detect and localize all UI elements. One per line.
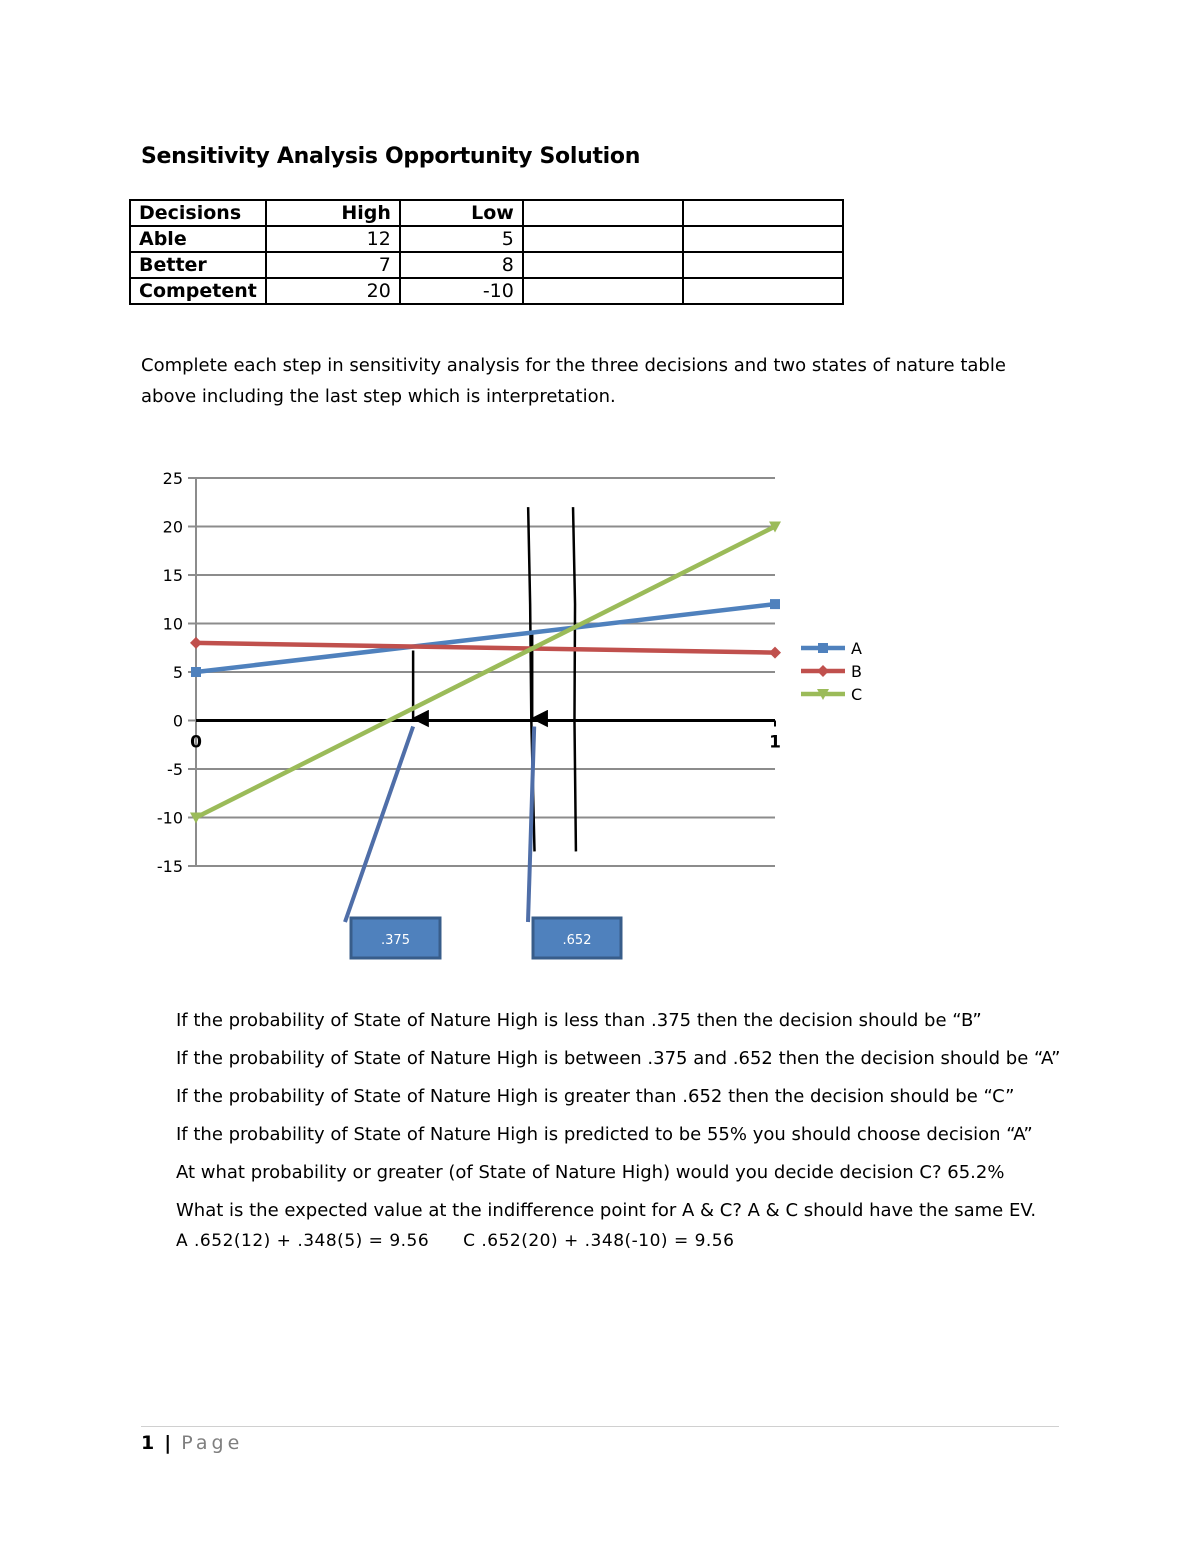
table-cell: 5 bbox=[400, 226, 523, 252]
table-cell: 7 bbox=[266, 252, 400, 278]
callout-connector bbox=[345, 727, 413, 923]
header-cell: Low bbox=[400, 200, 523, 226]
table-cell: 12 bbox=[266, 226, 400, 252]
y-tick-label: -15 bbox=[156, 857, 183, 876]
table-cell: Able bbox=[130, 226, 266, 252]
calc-c: C .652(20) + .348(-10) = 9.56 bbox=[463, 1231, 735, 1251]
series-line bbox=[196, 604, 775, 672]
series-marker bbox=[770, 599, 780, 609]
ev-calculation bbox=[176, 1228, 1076, 1266]
footer-separator: | bbox=[164, 1432, 172, 1454]
page-label: Page bbox=[181, 1432, 244, 1454]
callout-label: .375 bbox=[381, 933, 410, 948]
calc-a: A .652(12) + .348(5) = 9.56 bbox=[176, 1231, 430, 1251]
header-cell: High bbox=[266, 200, 400, 226]
interpretation-line: If the probability of State of Nature High is predicted to be 55% you should choose decision “A” bbox=[176, 1124, 1033, 1145]
legend-label: B bbox=[851, 662, 862, 681]
footer-divider bbox=[141, 1426, 1059, 1427]
y-tick-label: 20 bbox=[162, 517, 183, 537]
y-tick-label: 15 bbox=[162, 566, 183, 585]
y-tick-label: 5 bbox=[172, 663, 183, 682]
y-tick-label: 10 bbox=[162, 614, 183, 634]
legend-label: C bbox=[851, 685, 863, 704]
series-line bbox=[196, 643, 775, 653]
y-tick-label: -5 bbox=[167, 760, 183, 779]
table-cell: -10 bbox=[400, 278, 523, 304]
document-title: Sensitivity Analysis Opportunity Solution bbox=[141, 144, 641, 169]
y-tick-label: 0 bbox=[172, 711, 183, 731]
page-number: 1 bbox=[141, 1432, 155, 1454]
guide-line bbox=[573, 507, 576, 851]
x-tick-label: 0 bbox=[190, 732, 202, 753]
x-tick-label: 1 bbox=[769, 732, 781, 753]
interpretation-line: At what probability or greater (of State of Nature High) would you decide decision C? 65.2% bbox=[176, 1162, 1005, 1183]
legend-label: A bbox=[851, 639, 862, 658]
series-marker bbox=[190, 637, 202, 649]
series-marker bbox=[769, 647, 781, 659]
table-cell: 20 bbox=[266, 278, 400, 304]
series-marker bbox=[818, 643, 828, 653]
interpretation-line: If the probability of State of Nature High is less than .375 then the decision should be “B” bbox=[176, 1010, 982, 1031]
table-cell: Competent bbox=[130, 278, 266, 304]
y-tick-label: -10 bbox=[156, 808, 183, 828]
interpretation-line: If the probability of State of Nature High is greater than .652 then the decision should be “C” bbox=[176, 1086, 1015, 1107]
instructions-paragraph: Complete each step in sensitivity analysis for the three decisions and two states of nature table above including the last step which is interpretation. bbox=[141, 355, 1006, 407]
interpretation-line: If the probability of State of Nature High is between .375 and .652 then the decision should be “A” bbox=[176, 1048, 1061, 1069]
series-marker bbox=[191, 667, 201, 677]
callout-label: .652 bbox=[562, 933, 592, 948]
interpretation-section bbox=[176, 1008, 1076, 1266]
table-cell: Better bbox=[130, 252, 266, 278]
table-cell: 8 bbox=[400, 252, 523, 278]
series-marker bbox=[817, 665, 829, 677]
interpretation-line: What is the expected value at the indifference point for A & C? A & C should have the same EV. bbox=[176, 1200, 1037, 1221]
y-tick-label: 25 bbox=[162, 469, 183, 488]
header-cell: Decisions bbox=[130, 200, 266, 226]
page-footer bbox=[141, 1432, 243, 1454]
